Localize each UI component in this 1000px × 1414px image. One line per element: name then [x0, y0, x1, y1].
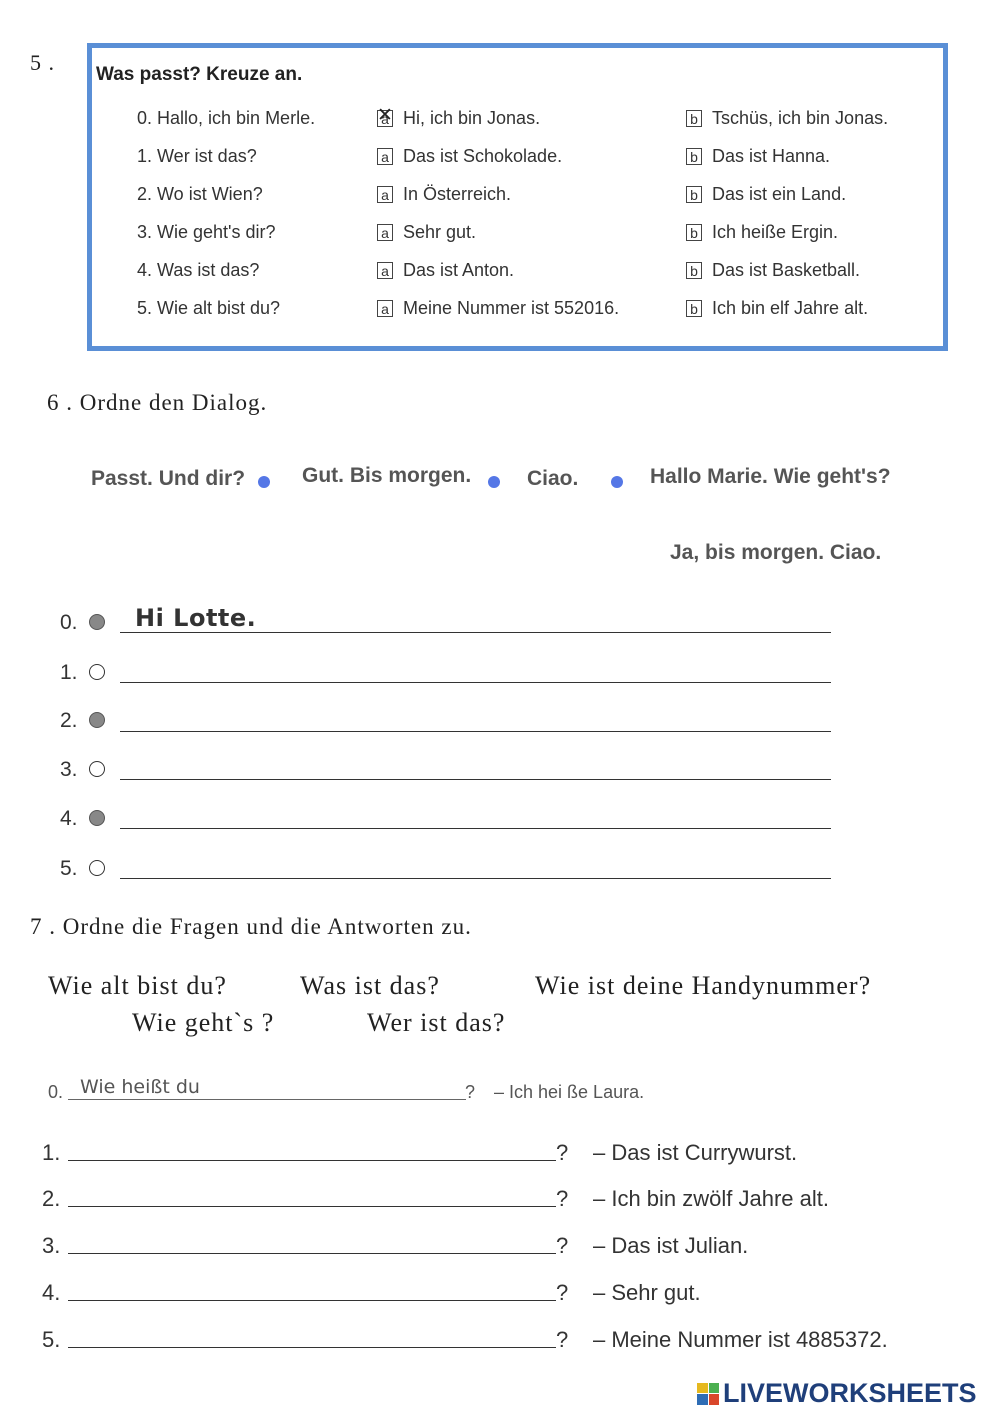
ex7-row-5-answer: – Meine Nummer ist 4885372. — [593, 1327, 888, 1352]
option-1-b[interactable] — [686, 146, 830, 167]
phrase-2[interactable]: Ciao. — [527, 467, 579, 490]
question-1: 1. Wer ist das? — [137, 146, 257, 166]
ex7-row-1-qmark: ? — [556, 1140, 569, 1165]
option-4-a-text: Das ist Anton. — [403, 260, 515, 280]
ex7-row-2-qmark: ? — [556, 1186, 569, 1211]
ex7-row-2-answer: – Ich bin zwölf Jahre alt. — [593, 1186, 830, 1211]
option-4-b[interactable] — [686, 260, 860, 281]
speaker-circle-filled — [89, 712, 105, 728]
ex7-row-4-number: 4. — [42, 1280, 61, 1305]
option-5-a-text: Meine Nummer ist 552016. — [403, 298, 620, 318]
phrase-0[interactable]: Passt. Und dir? — [91, 467, 246, 490]
speaker-circle-empty — [89, 664, 105, 680]
ex7-row-0-written: Wie heißt du — [80, 1076, 200, 1098]
option-3-a[interactable] — [377, 222, 476, 243]
dialog-row-3-number: 3. — [60, 758, 78, 781]
checkbox-4-b[interactable]: b — [686, 262, 702, 279]
dialog-row-4-line[interactable] — [120, 828, 831, 829]
phrase-4[interactable]: Ja, bis morgen. Ciao. — [670, 541, 882, 564]
ex7-row-0-line — [68, 1099, 466, 1100]
option-1-a[interactable] — [377, 146, 562, 167]
checkbox-0-a[interactable]: a ✕ — [377, 110, 393, 127]
option-1-a-text: Das ist Schokolade. — [403, 146, 563, 166]
dialog-row-3-line[interactable] — [120, 779, 831, 780]
option-2-a[interactable] — [377, 184, 511, 205]
ex7-row-3-qmark: ? — [556, 1233, 569, 1258]
question-2: 2. Wo ist Wien? — [137, 184, 263, 204]
dialog-row-0-answer: Hi Lotte. — [135, 604, 257, 632]
ex7-row-3-answer: – Das ist Julian. — [593, 1233, 749, 1258]
checkbox-4-a[interactable]: a — [377, 262, 393, 279]
speaker-circle-empty — [89, 761, 105, 777]
exercise-5-number: 5 . — [30, 50, 55, 75]
ex7-row-2-number: 2. — [42, 1186, 61, 1211]
checkbox-3-b[interactable]: b — [686, 224, 702, 241]
ex7-question-2[interactable]: Wie ist deine Handynummer? — [535, 971, 872, 1000]
dialog-row-0-number: 0. — [60, 611, 78, 634]
ex7-row-4-qmark: ? — [556, 1280, 569, 1305]
checkbox-3-a[interactable]: a — [377, 224, 393, 241]
option-5-b-text: Ich bin elf Jahre alt. — [712, 298, 869, 318]
option-0-b[interactable] — [686, 108, 888, 129]
exercise-6-heading: 6 . Ordne den Dialog. — [47, 390, 268, 415]
exercise-5-title: Was passt? Kreuze an. — [96, 64, 303, 85]
checkbox-1-a[interactable]: a — [377, 148, 393, 165]
speaker-circle-filled — [89, 614, 105, 630]
speaker-circle-empty — [89, 860, 105, 876]
option-5-a[interactable] — [377, 298, 619, 319]
liveworksheets-brand-text: LIVEWORKSHEETS — [723, 1378, 977, 1408]
checkbox-5-b[interactable]: b — [686, 300, 702, 317]
option-4-b-text: Das ist Basketball. — [712, 260, 861, 280]
option-3-a-text: Sehr gut. — [403, 222, 477, 242]
option-5-b[interactable] — [686, 298, 868, 319]
ex7-row-5-line[interactable] — [68, 1347, 556, 1348]
option-2-a-text: In Österreich. — [403, 184, 512, 204]
dialog-row-5-number: 5. — [60, 857, 78, 880]
option-3-b-text: Ich heiße Ergin. — [712, 222, 839, 242]
option-4-a[interactable] — [377, 260, 514, 281]
option-1-b-text: Das ist Hanna. — [712, 146, 831, 166]
question-3: 3. Wie geht's dir? — [137, 222, 276, 242]
checkbox-2-a[interactable]: a — [377, 186, 393, 203]
dialog-row-2-line[interactable] — [120, 731, 831, 732]
drag-dot-2[interactable] — [611, 476, 623, 488]
exercise-5-box — [87, 43, 948, 351]
dialog-row-2-number: 2. — [60, 709, 78, 732]
question-4: 4. Was ist das? — [137, 260, 260, 280]
drag-dot-0[interactable] — [258, 476, 270, 488]
option-2-b[interactable] — [686, 184, 846, 205]
ex7-row-5-number: 5. — [42, 1327, 61, 1352]
ex7-row-1-line[interactable] — [68, 1160, 556, 1161]
ex7-question-1[interactable]: Was ist das? — [300, 971, 440, 1000]
liveworksheets-logo-icon — [697, 1383, 719, 1405]
ex7-row-0-number: 0. — [48, 1082, 64, 1102]
question-0: 0. Hallo, ich bin Merle. — [137, 108, 316, 128]
ex7-row-3-line[interactable] — [68, 1253, 556, 1254]
ex7-row-2-line[interactable] — [68, 1206, 556, 1207]
ex7-row-3-number: 3. — [42, 1233, 61, 1258]
checkbox-0-b[interactable]: b — [686, 110, 702, 127]
checkbox-2-b[interactable]: b — [686, 186, 702, 203]
question-5: 5. Wie alt bist du? — [137, 298, 281, 318]
phrase-3[interactable]: Hallo Marie. Wie geht's? — [650, 465, 891, 488]
speaker-circle-filled — [89, 810, 105, 826]
ex7-question-4[interactable]: Wer ist das? — [367, 1008, 506, 1037]
ex7-row-0-qmark: ? — [465, 1082, 476, 1102]
dialog-row-1-number: 1. — [60, 661, 78, 684]
option-3-b[interactable] — [686, 222, 838, 243]
option-0-a[interactable] — [377, 108, 540, 129]
drag-dot-1[interactable] — [488, 476, 500, 488]
phrase-1[interactable]: Gut. Bis morgen. — [302, 464, 472, 487]
ex7-row-1-number: 1. — [42, 1140, 61, 1165]
dialog-row-0-line[interactable] — [120, 632, 831, 633]
dialog-row-5-line[interactable] — [120, 878, 831, 879]
checkbox-5-a[interactable]: a — [377, 300, 393, 317]
exercise-7-heading: 7 . Ordne die Fragen und die Antworten zu. — [30, 914, 472, 939]
ex7-row-1-answer: – Das ist Currywurst. — [593, 1140, 798, 1165]
dialog-row-4-number: 4. — [60, 807, 78, 830]
liveworksheets-logo[interactable] — [697, 1378, 977, 1409]
ex7-row-5-qmark: ? — [556, 1327, 569, 1352]
ex7-question-3[interactable]: Wie geht`s ? — [132, 1008, 275, 1037]
checkbox-1-b[interactable]: b — [686, 148, 702, 165]
ex7-row-4-answer: – Sehr gut. — [593, 1280, 701, 1305]
ex7-question-0[interactable]: Wie alt bist du? — [48, 971, 227, 1000]
option-0-b-text: Tschüs, ich bin Jonas. — [712, 108, 889, 128]
dialog-row-1-line[interactable] — [120, 682, 831, 683]
ex7-row-0-answer: – Ich hei ße Laura. — [494, 1082, 645, 1102]
option-2-b-text: Das ist ein Land. — [712, 184, 847, 204]
option-0-a-text: Hi, ich bin Jonas. — [403, 108, 541, 128]
ex7-row-4-line[interactable] — [68, 1300, 556, 1301]
